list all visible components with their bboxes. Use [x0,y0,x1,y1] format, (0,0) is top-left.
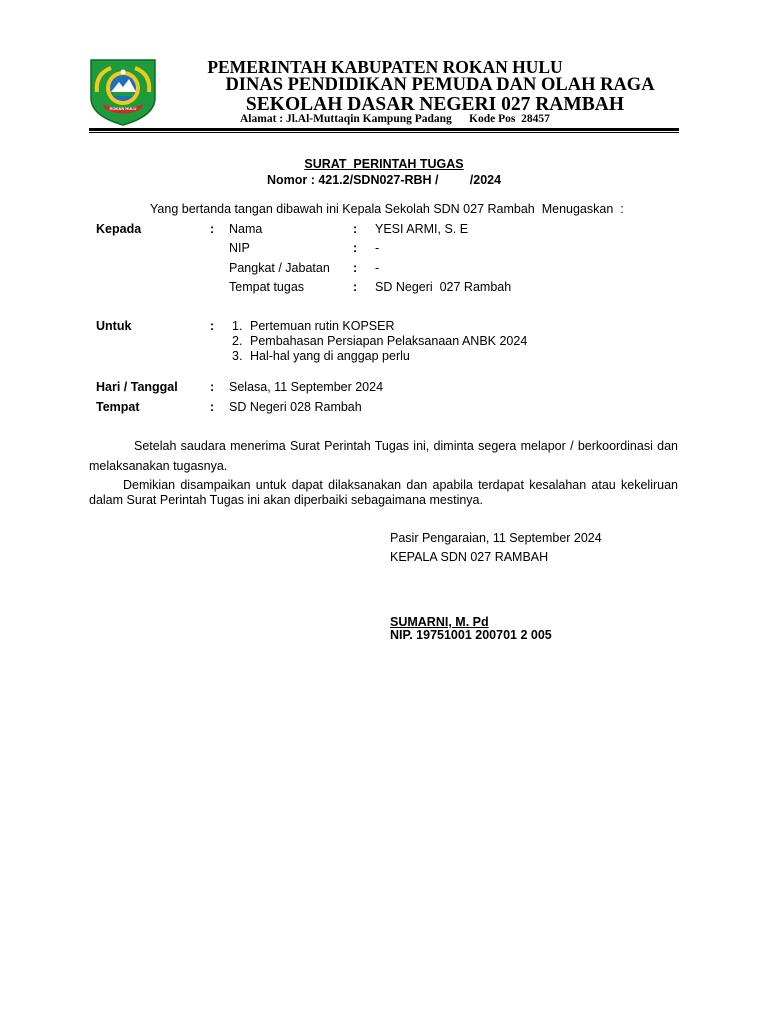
field-colon: : [353,241,358,255]
untuk-item-text: Pertemuan rutin KOPSER [250,319,395,333]
letter-number: Nomor : 421.2/SDN027-RBH / /2024 [266,173,502,187]
kepada-label: Kepada [96,222,142,236]
untuk-item-text: Hal-hal yang di anggap perlu [250,349,410,363]
field-label-pangkat: Pangkat / Jabatan [229,261,330,275]
tempat-value: SD Negeri 028 Rambah [229,400,362,414]
logo [89,58,157,126]
untuk-item-text: Pembahasan Persiapan Pelaksanaan ANBK 2024 [250,334,528,348]
header-divider-thin [89,132,679,133]
header-school: SEKOLAH DASAR NEGERI 027 RAMBAH [245,94,625,115]
signature-name: SUMARNI, M. Pd [390,615,489,629]
field-value-nip: - [375,241,380,255]
letter-title: SURAT PERINTAH TUGAS [304,157,464,171]
field-colon: : [353,280,358,294]
field-colon: : [353,261,358,275]
field-value-tempat-tugas: SD Negeri 027 Rambah [375,280,512,294]
header-divider-thick [89,128,679,131]
untuk-item-number: 1. [232,319,243,333]
untuk-item-number: 2. [232,334,243,348]
field-value-nama: YESI ARMI, S. E [375,222,469,236]
header-government: PEMERINTAH KABUPATEN ROKAN HULU [207,57,563,77]
logo-text: ROKAN HULU [109,106,137,111]
kepada-colon: : [210,222,215,236]
field-label-nama: Nama [229,222,263,236]
untuk-item-number: 3. [232,349,243,363]
signature-nip: NIP. 19751001 200701 2 005 [390,628,552,642]
regency-emblem-icon [89,58,157,126]
tempat-colon: : [210,400,215,414]
field-value-pangkat: - [375,261,380,275]
untuk-label: Untuk [96,319,132,333]
intro-text: Yang bertanda tangan dibawah ini Kepala Sekolah SDN 027 Rambah Menugaskan : [150,202,624,216]
untuk-colon: : [210,319,215,333]
field-colon: : [353,222,358,236]
header-address: Alamat : Jl.Al-Muttaqin Kampung Padang Kode Pos 28457 [240,113,550,125]
signature-place-date: Pasir Pengaraian, 11 September 2024 [390,531,602,545]
field-label-nip: NIP [229,241,250,255]
field-label-tempat-tugas: Tempat tugas [229,280,305,294]
header-department: DINAS PENDIDIKAN PEMUDA DAN OLAH RAGA [225,75,655,95]
tempat-label: Tempat [96,400,140,414]
hari-tanggal-colon: : [210,380,215,394]
hari-tanggal-label: Hari / Tanggal [96,380,178,394]
signature-position: KEPALA SDN 027 RAMBAH [390,550,549,564]
body-paragraph-2: Demikian disampaikan untuk dapat dilaksanakan dan apabila terdapat kesalahan atau kekeliruan dalam Surat Perintah Tugas ini akan diperbaiki sebagaimana mestinya. [89,478,678,507]
hari-tanggal-value: Selasa, 11 September 2024 [229,380,384,394]
body-paragraph-1: Setelah saudara menerima Surat Perintah Tugas ini, diminta segera melapor / berkoordinasi dan melaksanakan tugasnya. [89,439,678,473]
